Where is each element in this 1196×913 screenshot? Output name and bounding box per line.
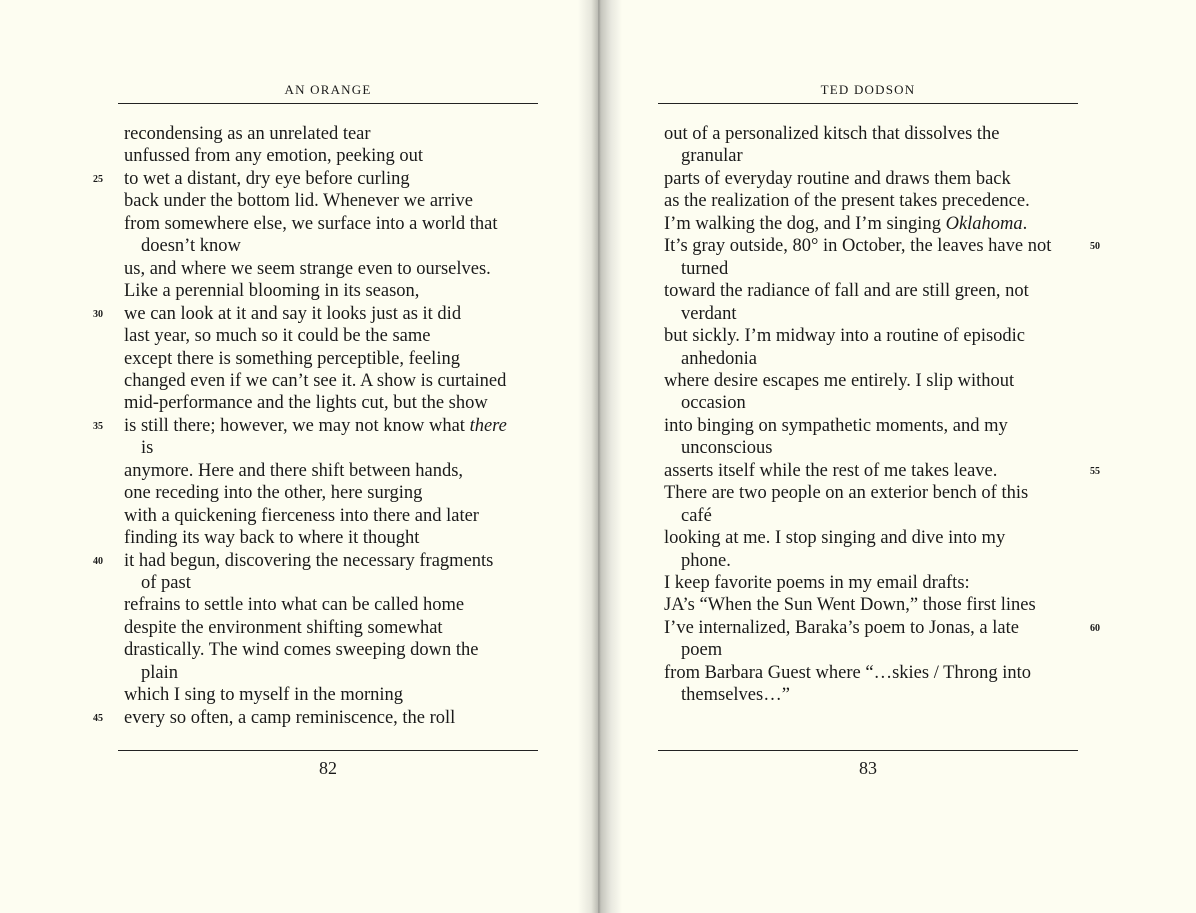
line-text: is bbox=[141, 438, 154, 459]
line-number: 35 bbox=[93, 420, 103, 432]
poem-line bbox=[664, 123, 1000, 145]
poem-line bbox=[664, 213, 1027, 235]
line-text: which I sing to myself in the morning bbox=[124, 685, 404, 706]
line-number: 40 bbox=[93, 555, 103, 567]
poem-line bbox=[664, 325, 1025, 347]
running-head-right: TED DODSON bbox=[820, 82, 916, 97]
poem-line bbox=[681, 392, 746, 414]
poem-line bbox=[664, 482, 1028, 504]
line-text: out of a personalized kitsch that dissolves the bbox=[664, 124, 1000, 144]
poem-line bbox=[664, 594, 1036, 616]
poem-line bbox=[124, 190, 473, 212]
poem-line bbox=[681, 258, 728, 280]
line-text: granular bbox=[681, 146, 743, 167]
poem-line bbox=[664, 527, 1005, 549]
line-text: but sickly. I’m midway into a routine of episodic bbox=[664, 326, 1026, 347]
poem-line bbox=[664, 190, 1030, 212]
line-text: we can look at it and say it looks just as it did bbox=[124, 303, 462, 324]
italic-text: Oklahoma bbox=[945, 213, 1023, 234]
poem-line bbox=[664, 415, 1008, 437]
line-text: last year, so much so it could be the same bbox=[124, 326, 431, 347]
line-text: I’m walking the dog, and I’m singing bbox=[664, 213, 946, 234]
line-number: 50 bbox=[1090, 241, 1100, 253]
line-text: back under the bottom lid. Whenever we arrive bbox=[124, 191, 473, 212]
line-text: from somewhere else, we surface into a world that bbox=[124, 213, 498, 234]
poem-line bbox=[681, 348, 757, 370]
poem-line bbox=[124, 280, 419, 302]
poem-line bbox=[124, 460, 463, 482]
header-rule bbox=[118, 103, 538, 104]
line-text: poem bbox=[681, 640, 723, 661]
poem-line bbox=[124, 123, 371, 145]
line-text: looking at me. I stop singing and dive into my bbox=[664, 528, 1006, 549]
poem-line bbox=[124, 370, 506, 392]
line-text: I keep favorite poems in my email drafts: bbox=[664, 573, 970, 593]
line-text: every so often, a camp reminiscence, the roll bbox=[124, 707, 456, 728]
line-text: JA’s “When the Sun Went Down,” those first lines bbox=[664, 595, 1036, 616]
line-number: 60 bbox=[1090, 622, 1100, 634]
line-text: toward the radiance of fall and are still green, not bbox=[664, 281, 1029, 302]
line-text: where desire escapes me entirely. I slip without bbox=[664, 370, 1015, 391]
line-text: unfussed from any emotion, peeking out bbox=[124, 146, 424, 167]
poem-line bbox=[681, 639, 722, 661]
line-text: of past bbox=[141, 573, 191, 593]
poem-line bbox=[664, 617, 1019, 639]
line-text: despite the environment shifting somewhat bbox=[124, 617, 443, 638]
line-text: from Barbara Guest where “…skies / Throng into bbox=[664, 662, 1031, 683]
poem-line bbox=[124, 258, 491, 280]
poem-line bbox=[124, 684, 403, 706]
line-text: as the realization of the present takes precedence. bbox=[664, 191, 1030, 212]
line-text: café bbox=[681, 505, 712, 526]
line-text: turned bbox=[681, 258, 729, 279]
line-text: anhedonia bbox=[681, 348, 758, 369]
poem-line bbox=[124, 505, 479, 527]
line-text: Like a perennial blooming in its season, bbox=[124, 281, 420, 302]
line-text: one receding into the other, here surging bbox=[124, 483, 423, 504]
line-text: into binging on sympathetic moments, and my bbox=[664, 415, 1008, 436]
poem-line bbox=[124, 303, 461, 325]
line-text: changed even if we can’t see it. A show is curtained bbox=[124, 370, 507, 391]
poem-line bbox=[664, 280, 1029, 302]
line-text: mid-performance and the lights cut, but the show bbox=[124, 393, 488, 414]
line-text: drastically. The wind comes sweeping down the bbox=[124, 640, 479, 661]
poem-line bbox=[664, 572, 970, 594]
line-text: verdant bbox=[681, 303, 737, 324]
poem-line bbox=[124, 550, 493, 572]
poem-line bbox=[681, 145, 743, 167]
poem-line bbox=[681, 437, 772, 459]
page-number: 83 bbox=[859, 758, 877, 778]
line-text: except there is something perceptible, feeling bbox=[124, 348, 460, 369]
poem-line bbox=[664, 460, 997, 482]
line-text: with a quickening fierceness into there and later bbox=[124, 505, 479, 526]
line-text: occasion bbox=[681, 393, 746, 414]
poem-line bbox=[124, 482, 422, 504]
poem-line bbox=[124, 639, 479, 661]
line-text: recondensing as an unrelated tear bbox=[124, 124, 371, 144]
footer-rule bbox=[118, 750, 538, 751]
line-text: parts of everyday routine and draws them back bbox=[664, 168, 1011, 189]
poem-line bbox=[141, 572, 191, 594]
poem-line bbox=[124, 594, 464, 616]
line-text: us, and where we seem strange even to ourselves. bbox=[124, 258, 491, 279]
poem-line bbox=[124, 168, 410, 190]
italic-text: there bbox=[469, 415, 507, 436]
line-text: finding its way back to where it thought bbox=[124, 528, 420, 549]
poem-line bbox=[664, 662, 1031, 684]
poem-line bbox=[124, 392, 488, 414]
line-text: There are two people on an exterior bench of this bbox=[664, 483, 1029, 504]
poem-line bbox=[681, 303, 736, 325]
line-text: refrains to settle into what can be called home bbox=[124, 595, 465, 616]
line-text: to wet a distant, dry eye before curling bbox=[124, 168, 410, 189]
poem-line bbox=[124, 527, 419, 549]
line-text: plain bbox=[141, 662, 178, 683]
poem-line bbox=[664, 168, 1011, 190]
book-gutter bbox=[578, 0, 622, 913]
line-number: 30 bbox=[93, 308, 103, 320]
line-text: themselves…” bbox=[681, 685, 790, 706]
poem-line bbox=[664, 370, 1014, 392]
footer-rule bbox=[658, 750, 1078, 751]
poem-line bbox=[141, 437, 153, 459]
poem-line bbox=[664, 235, 1051, 257]
poem-line bbox=[124, 617, 443, 639]
poem-line bbox=[124, 415, 507, 437]
running-head-left: AN ORANGE bbox=[284, 82, 372, 97]
line-text: is still there; however, we may not know what bbox=[124, 415, 470, 436]
poem-line bbox=[124, 213, 497, 235]
poem-line bbox=[124, 145, 423, 167]
poem-line bbox=[681, 550, 731, 572]
poem-line bbox=[681, 505, 712, 527]
poem-line bbox=[681, 684, 790, 706]
page-number: 82 bbox=[319, 758, 337, 778]
line-text: unconscious bbox=[681, 438, 773, 459]
line-text: phone. bbox=[681, 550, 731, 571]
line-text: It’s gray outside, 80° in October, the leaves have not bbox=[664, 236, 1052, 257]
line-text: I’ve internalized, Baraka’s poem to Jonas, a late bbox=[664, 617, 1019, 638]
poem-line bbox=[124, 707, 455, 729]
line-text: anymore. Here and there shift between hands, bbox=[124, 460, 464, 481]
line-text: it had begun, discovering the necessary fragments bbox=[124, 550, 494, 571]
header-rule bbox=[658, 103, 1078, 104]
line-number: 45 bbox=[93, 712, 103, 724]
line-text: doesn’t know bbox=[141, 236, 241, 257]
poem-line bbox=[141, 662, 178, 684]
poem-line bbox=[141, 235, 241, 257]
line-text: . bbox=[1022, 213, 1028, 234]
poem-line bbox=[124, 348, 460, 370]
poem-line bbox=[124, 325, 431, 347]
line-text: asserts itself while the rest of me takes leave. bbox=[664, 460, 998, 481]
line-number: 55 bbox=[1090, 465, 1100, 477]
line-number: 25 bbox=[93, 173, 103, 185]
